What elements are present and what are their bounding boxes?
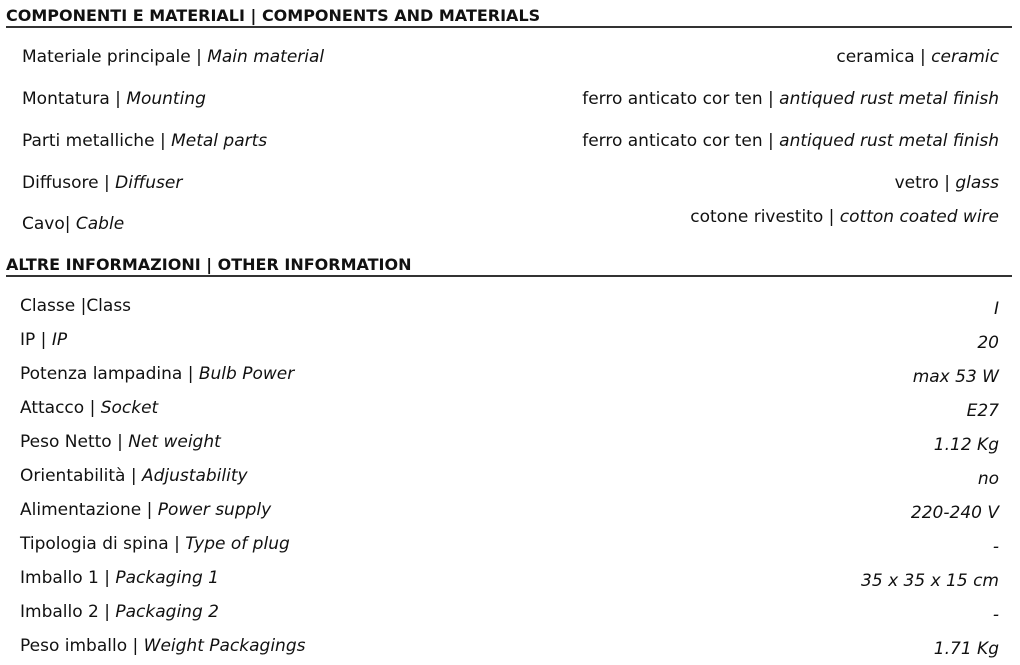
info-row-ip bbox=[0, 327, 1020, 353]
row-label: Peso Netto | Net weight bbox=[20, 432, 221, 452]
row-label: IP | IP bbox=[20, 330, 68, 350]
component-row-main-material bbox=[0, 44, 1020, 70]
row-value: ceramica | ceramic bbox=[836, 47, 999, 67]
component-row-cable bbox=[0, 207, 1020, 237]
row-value: 1.71 Kg bbox=[933, 639, 999, 659]
row-value: - bbox=[992, 537, 999, 557]
row-label: Attacco | Socket bbox=[20, 398, 159, 418]
component-row-diffuser bbox=[0, 170, 1020, 196]
row-label: Classe |Class bbox=[20, 296, 132, 316]
components-section-title: COMPONENTI E MATERIALI | COMPONENTS AND MATERIALS bbox=[6, 7, 1012, 28]
info-row-packaging-2 bbox=[0, 599, 1020, 625]
other-section-title: ALTRE INFORMAZIONI | OTHER INFORMATION bbox=[6, 256, 1012, 277]
info-row-net-weight bbox=[0, 429, 1020, 455]
info-row-bulb-power bbox=[0, 361, 1020, 387]
info-row-packaging-1 bbox=[0, 565, 1020, 591]
info-row-packaging-weight bbox=[0, 633, 1020, 659]
row-value: I bbox=[993, 299, 999, 319]
row-label: Parti metalliche | Metal parts bbox=[22, 131, 268, 151]
row-label: Imballo 2 | Packaging 2 bbox=[20, 602, 219, 622]
row-label: Cavo| Cable bbox=[22, 214, 125, 234]
info-row-socket bbox=[0, 395, 1020, 421]
info-row-plug-type bbox=[0, 531, 1020, 557]
row-value: no bbox=[977, 469, 999, 489]
row-value: cotone rivestito | cotton coated wire bbox=[690, 207, 999, 227]
row-label: Imballo 1 | Packaging 1 bbox=[20, 568, 219, 588]
row-value: ferro anticato cor ten | antiqued rust metal finish bbox=[582, 131, 999, 151]
row-value: E27 bbox=[966, 401, 999, 421]
row-label: Alimentazione | Power supply bbox=[20, 500, 272, 520]
row-value: 1.12 Kg bbox=[933, 435, 999, 455]
row-label: Peso imballo | Weight Packagings bbox=[20, 636, 306, 656]
row-value: 20 bbox=[977, 333, 999, 353]
row-label: Tipologia di spina | Type of plug bbox=[20, 534, 290, 554]
row-value: ferro anticato cor ten | antiqued rust metal finish bbox=[582, 89, 999, 109]
row-label: Orientabilità | Adjustability bbox=[20, 466, 248, 486]
component-row-metal-parts bbox=[0, 128, 1020, 154]
row-value: - bbox=[992, 605, 999, 625]
row-value: max 53 W bbox=[912, 367, 999, 387]
component-row-mounting bbox=[0, 86, 1020, 112]
row-label: Montatura | Mounting bbox=[22, 89, 206, 109]
info-row-class bbox=[0, 293, 1020, 319]
row-label: Materiale principale | Main material bbox=[22, 47, 325, 67]
row-label: Potenza lampadina | Bulb Power bbox=[20, 364, 295, 384]
row-value: vetro | glass bbox=[894, 173, 999, 193]
row-label: Diffusore | Diffuser bbox=[22, 173, 183, 193]
info-row-adjustability bbox=[0, 463, 1020, 489]
info-row-power-supply bbox=[0, 497, 1020, 523]
row-value: 35 x 35 x 15 cm bbox=[861, 571, 999, 591]
row-value: 220-240 V bbox=[910, 503, 999, 523]
